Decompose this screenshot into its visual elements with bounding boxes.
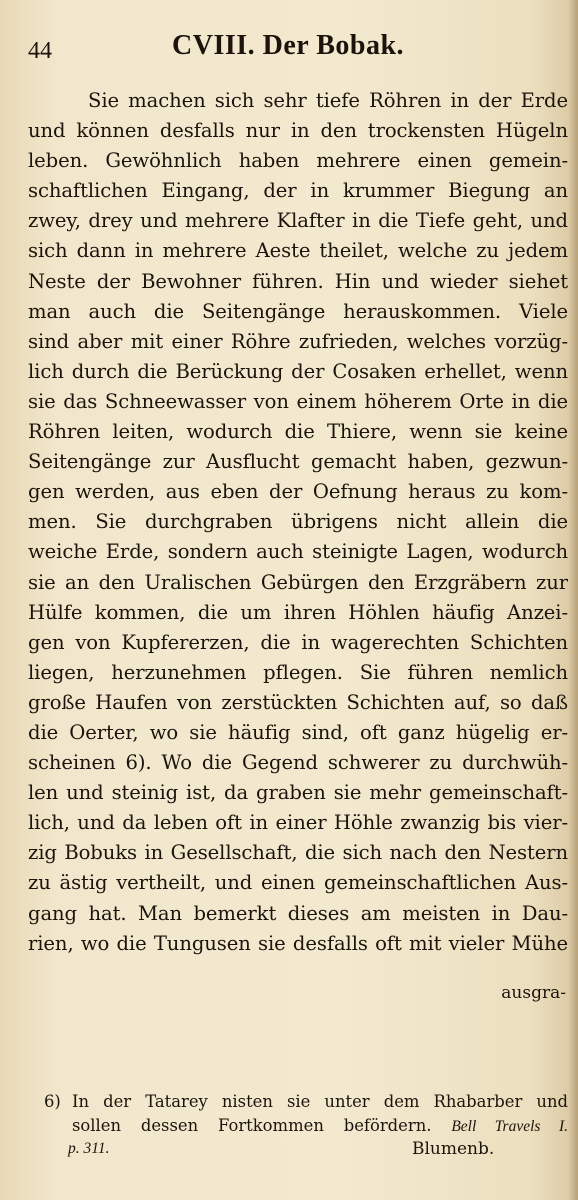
text-line: len und steinig ist, da graben sie mehr gemeinschaft-	[28, 781, 568, 805]
text-line: gen werden, aus eben der Oefnung heraus zu kom-	[28, 480, 568, 504]
footnote-text: In der Tatarey nisten sie unter dem Rhabarber und	[72, 1092, 568, 1111]
text-line: scheinen 6). Wo die Gegend schwerer zu durchwüh-	[28, 751, 568, 775]
text-line: Neste der Bewohner führen. Hin und wieder siehet	[28, 269, 568, 293]
text-line: sie an den Uralischen Gebürgen den Erzgräbern zur	[28, 570, 568, 594]
text-line: zu ästig vertheilt, und einen gemeinschaftlichen Aus-	[28, 871, 568, 895]
text-line: lich durch die Berückung der Cosaken erhellet, wenn	[28, 359, 568, 383]
text-line: sich dann in mehrere Aeste theilet, welche zu jedem	[28, 239, 568, 263]
catchword: ausgra-	[501, 983, 566, 1003]
footnote-line-2	[44, 1114, 568, 1138]
text-line: weiche Erde, sondern auch steinigte Lagen, wodurch	[28, 540, 568, 564]
page-edge-shadow	[568, 0, 578, 1200]
text-line: die Oerter, wo sie häufig sind, oft ganz hügelig er-	[28, 720, 568, 744]
running-title: CVIII. Der Bobak.	[172, 30, 405, 61]
footnote	[44, 1090, 568, 1138]
text-line: zwey, drey und mehrere Klafter in die Tiefe geht, und	[28, 209, 568, 233]
body-text	[28, 86, 568, 959]
text-line: men. Sie durchgraben übrigens nicht allein die	[28, 510, 568, 534]
text-line: gen von Kupfererzen, die in wagerechten Schichten	[28, 630, 568, 654]
text-line: liegen, herzunehmen pflegen. Sie führen nemlich	[28, 660, 568, 684]
footnote-text: sollen dessen Fortkommen befördern.	[72, 1116, 432, 1135]
text-line: leben. Gewöhnlich haben mehrere einen gemein-	[28, 149, 568, 173]
text-line: gang hat. Man bemerkt dieses am meisten in Dau-	[28, 901, 568, 925]
text-line: Röhren leiten, wodurch die Thiere, wenn sie keine	[28, 420, 568, 444]
text-line: man auch die Seitengänge herauskommen. Viele	[28, 299, 568, 323]
footnote-page-reference: p. 311.	[68, 1140, 110, 1157]
text-line: sind aber mit einer Röhre zufrieden, welches vorzüg-	[28, 329, 568, 353]
text-line: und können desfalls nur in den trockensten Hügeln	[28, 119, 568, 143]
page-header	[0, 18, 578, 68]
footnote-marker: 6)	[44, 1092, 61, 1111]
footnote-line-1	[44, 1090, 568, 1114]
text-line: Hülfe kommen, die um ihren Höhlen häufig Anzei-	[28, 600, 568, 624]
page-number: 44	[28, 38, 52, 64]
text-line: zig Bobuks in Gesellschaft, die sich nach den Nestern	[28, 841, 568, 865]
text-line: Sie machen sich sehr tiefe Röhren in der Erde	[88, 89, 568, 112]
footnote-signature: Blumenb.	[412, 1139, 495, 1159]
text-line: Seitengänge zur Ausflucht gemacht haben, gezwun-	[28, 450, 568, 474]
text-line: sie das Schneewasser von einem höherem Orte in die	[28, 389, 568, 413]
text-line: schaftlichen Eingang, der in krummer Biegung an	[28, 179, 568, 203]
text-line: lich, und da leben oft in einer Höhle zwanzig bis vier-	[28, 811, 568, 835]
footnote-citation: Bell Travels I.	[451, 1118, 568, 1135]
text-line: große Haufen von zerstückten Schichten auf, so daß	[28, 690, 568, 714]
text-line: rien, wo die Tungusen sie desfalls oft mit vieler Mühe	[28, 931, 568, 955]
